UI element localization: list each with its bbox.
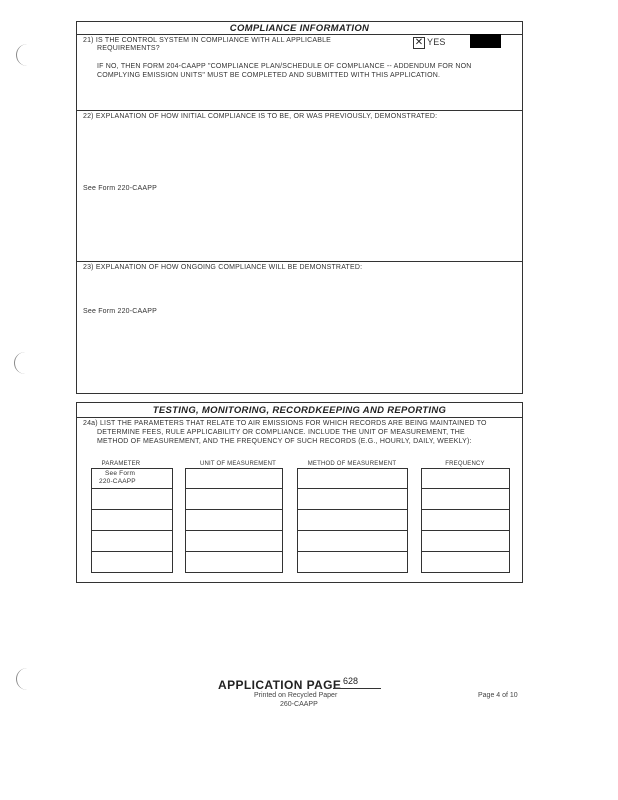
application-page-label: APPLICATION PAGE: [218, 678, 342, 692]
frequency-column: [421, 468, 510, 574]
q22-answer[interactable]: See Form 220-CAAPP: [83, 185, 158, 192]
punch-hole-middle: [14, 352, 27, 374]
testing-section: [76, 402, 523, 583]
table-cell[interactable]: [421, 488, 510, 510]
q21-line2: REQUIREMENTS?: [97, 45, 160, 52]
q23-question: 23) EXPLANATION OF HOW ONGOING COMPLIANCE WILL BE DEMONSTRATED:: [83, 264, 363, 271]
yes-checkbox[interactable]: ✕: [414, 37, 424, 48]
q24-line2: DETERMINE FEES, RULE APPLICABILITY OR COMPLIANCE. INCLUDE THE UNIT OF MEASUREMENT, THE: [97, 429, 465, 436]
table-cell[interactable]: [91, 551, 173, 573]
first-cell-line1: See Form: [105, 470, 136, 477]
unit-column: [185, 468, 283, 574]
table-cell[interactable]: [297, 468, 408, 489]
col-header-frequency: FREQUENCY: [445, 461, 485, 467]
col-header-method: METHOD OF MEASUREMENT: [307, 461, 397, 467]
table-cell[interactable]: [421, 551, 510, 573]
table-cell[interactable]: [91, 488, 173, 510]
table-cell[interactable]: [185, 468, 283, 489]
q24-line1: 24a) LIST THE PARAMETERS THAT RELATE TO AIR EMISSIONS FOR WHICH RECORDS ARE BEING MAINTAINED TO: [83, 420, 487, 427]
q24-line3: METHOD OF MEASUREMENT, AND THE FREQUENCY OF SUCH RECORDS (E.G., HOURLY, DAILY, WEEKLY):: [97, 438, 472, 445]
q21-note-line2: COMPLYING EMISSION UNITS" MUST BE COMPLETED AND SUBMITTED WITH THIS APPLICATION.: [97, 72, 441, 79]
col-header-parameter: PARAMETER: [101, 461, 141, 467]
testing-heading: TESTING, MONITORING, RECORDKEEPING AND REPORTING: [152, 405, 447, 416]
table-cell[interactable]: [297, 530, 408, 552]
page-of: Page 4 of 10: [478, 692, 518, 699]
compliance-heading: COMPLIANCE INFORMATION: [229, 23, 370, 34]
yes-label: YES: [427, 37, 446, 47]
q22-question: 22) EXPLANATION OF HOW INITIAL COMPLIANCE IS TO BE, OR WAS PREVIOUSLY, DEMONSTRATED:: [83, 113, 438, 120]
table-cell[interactable]: [185, 488, 283, 510]
page-number-underline: [333, 688, 381, 689]
table-cell[interactable]: [297, 551, 408, 573]
table-cell[interactable]: [297, 509, 408, 531]
col-header-unit: UNIT OF MEASUREMENT: [199, 461, 277, 467]
table-cell[interactable]: [421, 468, 510, 489]
table-cell[interactable]: [421, 509, 510, 531]
q21-line1: 21) IS THE CONTROL SYSTEM IN COMPLIANCE WITH ALL APPLICABLE: [83, 37, 332, 44]
q21-note-line1: IF NO, THEN FORM 204-CAAPP "COMPLIANCE PLAN/SCHEDULE OF COMPLIANCE -- ADDENDUM FOR NON: [97, 63, 472, 70]
table-cell[interactable]: [91, 509, 173, 531]
compliance-section: [76, 21, 523, 394]
table-cell[interactable]: [185, 551, 283, 573]
table-cell[interactable]: [185, 530, 283, 552]
method-column: [297, 468, 408, 574]
punch-hole-bottom: [16, 668, 29, 690]
table-cell[interactable]: [297, 488, 408, 510]
recycled-paper-note: Printed on Recycled Paper: [254, 692, 338, 699]
page-number: 628: [343, 676, 359, 686]
punch-hole-top: [16, 44, 29, 66]
first-cell-line2: 220-CAAPP: [99, 478, 136, 485]
table-cell[interactable]: [185, 509, 283, 531]
table-cell[interactable]: [91, 530, 173, 552]
redaction-block: [470, 34, 501, 48]
q23-answer[interactable]: See Form 220-CAAPP: [83, 308, 158, 315]
form-id: 260-CAAPP: [280, 701, 318, 708]
table-cell[interactable]: [421, 530, 510, 552]
parameter-column: [91, 468, 173, 574]
